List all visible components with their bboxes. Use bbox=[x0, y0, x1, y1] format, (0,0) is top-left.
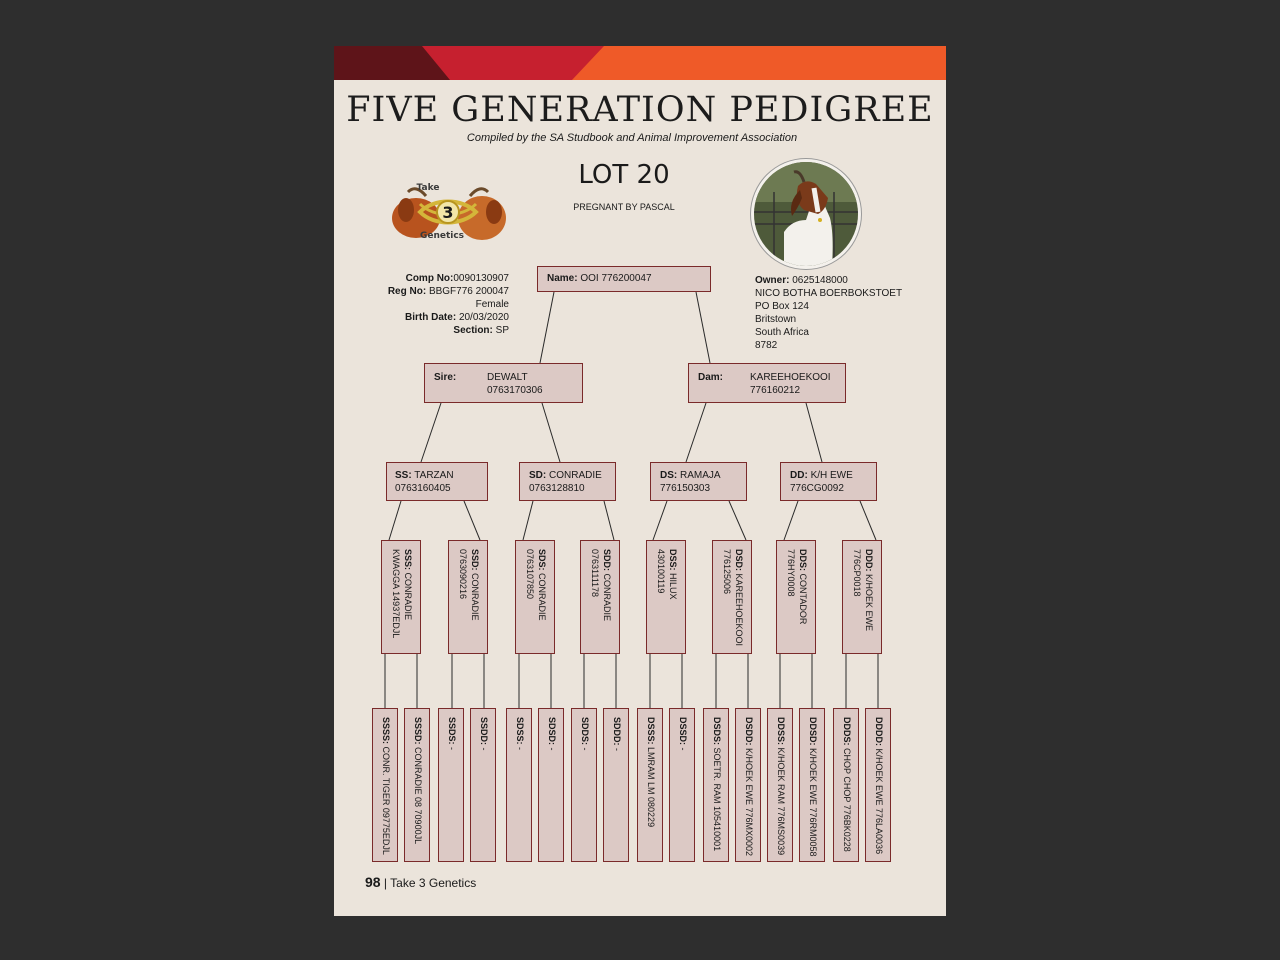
pedigree-page bbox=[334, 46, 946, 916]
gen3-label: SDD: bbox=[602, 549, 612, 571]
dam-name: KAREEHOEKOOI bbox=[750, 372, 831, 383]
gen3-label: DSS: bbox=[668, 549, 678, 571]
gen2-id: 776CG0092 bbox=[790, 483, 844, 494]
gen3-name: HILUX bbox=[668, 573, 678, 600]
gen3-box bbox=[381, 540, 421, 654]
gen3-box bbox=[646, 540, 686, 654]
gen3-name: KAREEHOEKOOI bbox=[734, 573, 744, 647]
gen3-label: DDS: bbox=[798, 549, 808, 571]
gen4-value: - bbox=[678, 747, 688, 751]
gen4-label: DSSD: bbox=[678, 717, 688, 746]
owner-label: Owner: bbox=[755, 275, 790, 286]
gen3-name: CONTADOR bbox=[798, 573, 808, 625]
gen4-value: - bbox=[547, 747, 557, 751]
gen4-box bbox=[669, 708, 695, 862]
gen2-name: K/H EWE bbox=[810, 470, 853, 481]
section-value: SP bbox=[495, 325, 509, 336]
page-title: FIVE GENERATION PEDIGREE bbox=[346, 90, 934, 130]
gen3-name: CONRADIE bbox=[537, 573, 547, 621]
gen4-label: DDSD: bbox=[808, 717, 818, 746]
gen2-label: SD: bbox=[529, 470, 547, 481]
owner-address-1: PO Box 124 bbox=[755, 301, 809, 312]
gen3-name: K/HOEK EWE bbox=[864, 574, 874, 632]
gen4-value: SOETR. RAM 105410001 bbox=[712, 747, 722, 852]
gen3-box bbox=[712, 540, 752, 654]
gen4-label: SSSD: bbox=[413, 717, 423, 745]
gen3-label: DDD: bbox=[864, 549, 874, 572]
gen4-label: DSDS: bbox=[712, 717, 722, 746]
gen2-label: SS: bbox=[395, 470, 412, 481]
footer-brand: Take 3 Genetics bbox=[390, 876, 477, 890]
reg-number: BBGF776 200047 bbox=[428, 286, 509, 297]
dam-box bbox=[688, 363, 846, 403]
gen3-id: 776HY0008 bbox=[786, 549, 796, 597]
gen2-id: 0763128810 bbox=[529, 483, 585, 494]
gen3-name: CONRADIE bbox=[602, 573, 612, 622]
owner-address-4: 8782 bbox=[755, 340, 778, 351]
gen4-box bbox=[470, 708, 496, 862]
gen4-value: LMRAM LM 080229 bbox=[646, 747, 656, 828]
comp-number: 0090130907 bbox=[453, 273, 509, 284]
gen3-box bbox=[842, 540, 882, 654]
gen4-box bbox=[506, 708, 532, 862]
gen4-box bbox=[538, 708, 564, 862]
sire-id: 0763170306 bbox=[487, 385, 543, 396]
gen2-box-ss bbox=[386, 462, 488, 501]
gen3-label: SSD: bbox=[470, 549, 480, 571]
sire-label: Sire: bbox=[434, 372, 457, 383]
gen4-label: SSDD: bbox=[479, 717, 489, 746]
gen4-value: - bbox=[447, 747, 457, 751]
gen3-box bbox=[515, 540, 555, 654]
gen2-id: 776150303 bbox=[660, 483, 711, 494]
gen4-box bbox=[404, 708, 430, 862]
gen3-id: 776125006 bbox=[722, 549, 732, 595]
gen3-label: SDS: bbox=[537, 549, 547, 571]
gen2-label: DS: bbox=[660, 470, 678, 481]
dam-label: Dam: bbox=[698, 372, 724, 383]
gen4-label: SSSS: bbox=[381, 717, 391, 745]
lot-number: LOT 20 bbox=[578, 160, 670, 190]
gen4-value: K/HOEK EWE 776LA0036 bbox=[874, 748, 884, 855]
svg-text:Take: Take bbox=[416, 183, 440, 193]
gen4-label: SDDD: bbox=[612, 717, 622, 746]
gen4-box bbox=[637, 708, 663, 862]
gen3-id: 0763107850 bbox=[525, 549, 535, 600]
pregnancy-note: PREGNANT BY PASCAL bbox=[573, 202, 675, 212]
gen4-box bbox=[372, 708, 398, 862]
reg-label: Reg No: bbox=[387, 286, 427, 297]
gen2-id: 0763160405 bbox=[395, 483, 451, 494]
gen4-value: K/HOEK EWE 776MX0002 bbox=[744, 748, 754, 857]
gen4-label: DDDD: bbox=[874, 717, 884, 746]
gen4-value: - bbox=[515, 747, 525, 751]
gen2-name: RAMAJA bbox=[680, 470, 721, 481]
gen4-value: - bbox=[479, 747, 489, 751]
svg-text:Genetics: Genetics bbox=[419, 231, 465, 241]
owner-address-3: South Africa bbox=[755, 327, 809, 338]
gen2-label: DD: bbox=[790, 470, 808, 481]
gen2-box-ds bbox=[650, 462, 747, 501]
gen3-id: 776CP0018 bbox=[852, 549, 862, 597]
gen2-box-sd bbox=[519, 462, 616, 501]
gen4-label: SDSD: bbox=[547, 717, 557, 746]
gen4-box bbox=[865, 708, 891, 862]
sire-box bbox=[424, 363, 583, 403]
gen2-box-dd bbox=[780, 462, 877, 501]
gen4-box bbox=[571, 708, 597, 862]
sire-name: DEWALT bbox=[487, 372, 528, 383]
gen2-name: TARZAN bbox=[414, 470, 454, 481]
birth-label: Birth Date: bbox=[405, 312, 457, 323]
gen4-box bbox=[438, 708, 464, 862]
gen4-value: - bbox=[612, 748, 622, 752]
comp-label: Comp No: bbox=[405, 273, 454, 284]
gen3-box bbox=[580, 540, 620, 654]
dam-id: 776160212 bbox=[750, 385, 801, 396]
gen3-id: 430100119 bbox=[656, 549, 666, 594]
gen4-box bbox=[799, 708, 825, 862]
birth-date: 20/03/2020 bbox=[458, 312, 509, 323]
gen4-box bbox=[703, 708, 729, 862]
gen2-name: CONRADIE bbox=[549, 470, 602, 481]
gen4-label: DDDS: bbox=[842, 717, 852, 746]
gen4-value: CONRADIE 08 70900JL bbox=[413, 747, 423, 845]
footer-separator: | bbox=[383, 876, 388, 890]
gen4-label: SSDS: bbox=[447, 717, 457, 745]
owner-address-2: Britstown bbox=[755, 314, 797, 325]
owner-phone: 0625148000 bbox=[792, 275, 848, 286]
page-subtitle: Compiled by the SA Studbook and Animal Improvement Association bbox=[466, 132, 798, 144]
gen3-label: DSD: bbox=[734, 549, 744, 571]
gen3-name: CONRADIE bbox=[470, 573, 480, 621]
subject-name-box bbox=[537, 266, 711, 292]
gen3-box bbox=[776, 540, 816, 654]
subject-name: OOI 776200047 bbox=[580, 273, 652, 284]
gen4-value: CONR. TIGER 09775EDJL bbox=[381, 746, 391, 855]
gen4-label: DSSS: bbox=[646, 717, 656, 745]
gen3-id: 0763090216 bbox=[458, 549, 468, 600]
page-number: 98 bbox=[365, 874, 381, 890]
gen4-box bbox=[603, 708, 629, 862]
gen4-label: DSDD: bbox=[744, 717, 754, 746]
gen4-value: CHOP CHOP 776BK0228 bbox=[842, 748, 852, 852]
gen3-box bbox=[448, 540, 488, 654]
name-label: Name: bbox=[547, 273, 578, 284]
gen4-value: - bbox=[580, 747, 590, 751]
sex: Female bbox=[475, 299, 509, 310]
gen4-label: SDSS: bbox=[515, 717, 525, 745]
svg-text:3: 3 bbox=[442, 203, 454, 222]
gen3-id: KWAGGA 14937EDJL bbox=[391, 549, 401, 639]
gen3-name: CONRADIE bbox=[403, 572, 413, 621]
gen4-value: K/HOEK EWE 776RM0058 bbox=[808, 748, 818, 857]
gen4-box bbox=[767, 708, 793, 862]
gen3-id: 0763111178 bbox=[590, 549, 600, 598]
gen4-label: SDDS: bbox=[580, 717, 590, 746]
gen4-label: DDSS: bbox=[776, 717, 786, 746]
owner-name: NICO BOTHA BOERBOKSTOET bbox=[755, 288, 903, 299]
page-footer bbox=[365, 874, 476, 890]
gen4-box bbox=[735, 708, 761, 862]
section-label: Section: bbox=[453, 325, 493, 336]
gen4-box bbox=[833, 708, 859, 862]
gen4-value: K/HOEK RAM 776MS0039 bbox=[776, 747, 786, 856]
gen3-label: SSS: bbox=[403, 549, 413, 571]
